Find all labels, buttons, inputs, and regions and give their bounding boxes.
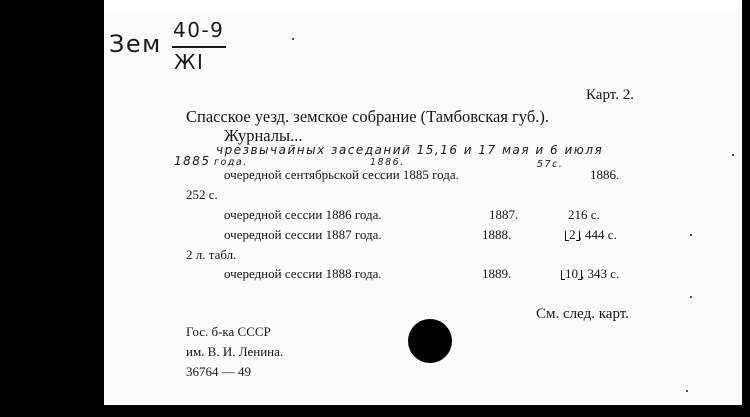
handwritten-insert-year-start: 1885 [174, 154, 211, 168]
entry-4-text: очередной сессии 1888 года. [224, 266, 382, 281]
entry-3-collation [566, 228, 617, 242]
card-heading: Спасское уезд. земское собрание (Тамбовская губ.). [186, 107, 549, 126]
entry-1-continuation: 252 с. [186, 187, 218, 202]
scan-speck [732, 154, 734, 156]
entry-3-year: 1888. [482, 227, 512, 242]
entry-3-leaves: 2 [566, 228, 579, 242]
entry-2-year: 1887. [489, 207, 519, 222]
entry-3-continuation: 2 л. табл. [186, 247, 237, 262]
punch-hole [408, 319, 452, 363]
handwritten-prefix: Зем [109, 30, 162, 58]
fraction-bar [172, 46, 226, 48]
entry-3-text: очередной сессии 1887 года. [224, 227, 382, 242]
handwritten-insert-pages: 57с. [537, 159, 564, 170]
handwritten-fraction-bottom: ЖI [174, 50, 205, 74]
entry-4-collation [562, 267, 619, 281]
entry-4-year: 1889. [482, 266, 512, 281]
entry-1-year: 1886. [590, 167, 620, 182]
library-line-2: им. В. И. Ленина. [186, 344, 284, 359]
scan-speck [690, 296, 692, 298]
handwritten-insert-word: года. [214, 157, 248, 168]
scan-right-border [742, 0, 750, 417]
card-subheading: Журналы... [224, 126, 303, 145]
scan-left-border [0, 0, 104, 417]
scan-bottom-border [0, 405, 750, 417]
entry-2-pages: 216 с. [568, 207, 600, 222]
card-number: Карт. 2. [586, 87, 634, 103]
entry-4-leaves: 10 [562, 267, 581, 281]
scan-speck [686, 390, 688, 392]
catalog-number: 36764 — 49 [186, 364, 251, 379]
entry-4-pages: , 343 с. [581, 266, 620, 281]
library-card [104, 12, 742, 405]
handwritten-insert-line: чрезвычайных заседаний 15,16 и 17 мая и 6 июля [216, 143, 604, 157]
entry-1-text: очередной сентябрьской сессии 1885 года. [224, 167, 459, 182]
scan-speck [292, 38, 294, 40]
see-next-card: См. след. карт. [536, 306, 629, 322]
entry-2-text: очередной сессии 1886 года. [224, 207, 382, 222]
scan-speck [690, 234, 692, 236]
library-line-1: Гос. б-ка СССР [186, 324, 271, 339]
handwritten-insert-year-end: 1886. [370, 157, 405, 168]
entry-3-pages: , 444 с. [578, 227, 617, 242]
handwritten-fraction-top: 40-9 [173, 18, 225, 42]
